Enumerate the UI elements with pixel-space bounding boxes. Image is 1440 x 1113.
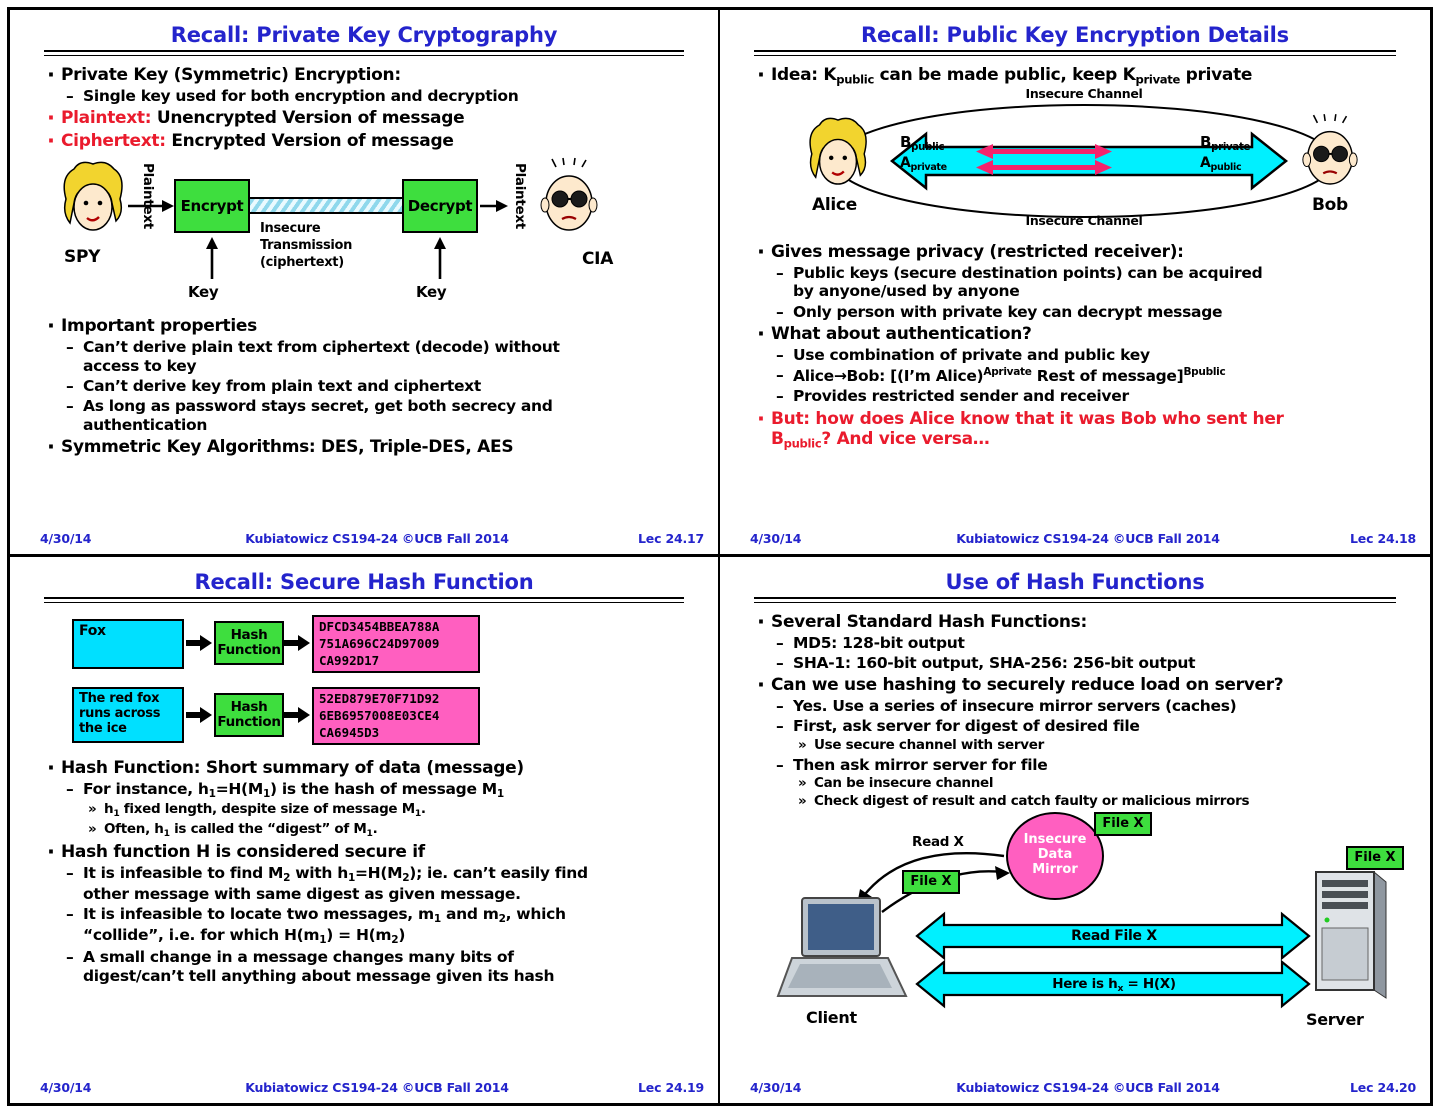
digest-line: CA992D17 (319, 653, 380, 668)
bullet-line: · Plaintext: Unencrypted Version of message (44, 108, 704, 128)
slide-title: Recall: Private Key Cryptography (170, 23, 558, 47)
slide-secure-hash-function (10, 557, 718, 1104)
digest-line: DFCD3454BBEA788A (319, 618, 440, 634)
alice-label: Alice (812, 195, 857, 216)
message-box-fox: Fox (72, 619, 184, 669)
bob-label: Bob (1312, 195, 1348, 216)
bullet-line: · Hash Function: Short summary of data (message) (44, 758, 704, 778)
bullet-line: · Symmetric Key Algorithms: DES, Triple-DES, AES (44, 437, 704, 457)
digest-line: 52ED879E70F71D92 (319, 690, 440, 706)
a-public-label: $A_{public}$ (1200, 155, 1242, 173)
digest-line: CA6945D3 (319, 725, 380, 740)
footer-lecture-number: Lec 24.17 (638, 530, 704, 546)
bullet-line: – MD5: 128-bit output (754, 634, 1416, 652)
bullet-line: · Private Key (Symmetric) Encryption: (44, 65, 704, 85)
a-private-label: $A_{private}$ (900, 155, 947, 173)
footer-course: Kubiatowicz CS194-24 ©UCB Fall 2014 (956, 530, 1220, 546)
bullet-line: – Then ask mirror server for file (754, 756, 1416, 774)
footer-lecture-number: Lec 24.18 (1350, 530, 1416, 546)
bullet-line: – For instance, $h_1=H(M_1)$ is the hash of message $M_1$ (44, 780, 704, 801)
spy-label: SPY (64, 247, 101, 268)
footer-lecture-number: Lec 24.20 (1350, 1080, 1416, 1095)
bullet-line: – SHA-1: 160-bit output, SHA-256: 256-bit output (754, 654, 1416, 672)
slide-footer (40, 531, 704, 546)
bullet-line: – First, ask server for digest of desired file (754, 717, 1416, 735)
file-x-box: File X (1094, 812, 1152, 836)
mirror-server-diagram (754, 812, 1416, 1057)
slide-footer (750, 531, 1416, 546)
bullet-line: · Hash function H is considered secure if (44, 842, 704, 862)
hash-function-box: Hash Function (214, 621, 284, 665)
client-laptop-icon (776, 896, 911, 1006)
footer-date: 4/30/14 (40, 1080, 92, 1095)
insecure-transmission-label: Insecure Transmission (ciphertext) (260, 221, 353, 271)
bullet-line: · Can we use hashing to securely reduce load on server? (754, 675, 1416, 695)
decrypt-box: Decrypt (402, 179, 478, 233)
slide-private-key-cryptography (10, 10, 718, 554)
bullet-line: · Gives message privacy (restricted receiver): (754, 242, 1416, 262)
slide-title: Recall: Public Key Encryption Details (861, 23, 1289, 47)
hash-function-diagram (44, 613, 704, 755)
here-is-hash-label: Here is $h_x = H(X)$ (1052, 975, 1176, 994)
footer-date: 4/30/14 (40, 530, 92, 546)
bullet-line: · Several Standard Hash Functions: (754, 612, 1416, 632)
symmetric-encryption-diagram (44, 155, 704, 313)
digest-line: 751A696C24D97009 (319, 635, 440, 651)
slide-title: Recall: Secure Hash Function (194, 569, 534, 594)
footer-date: 4/30/14 (750, 530, 802, 546)
bullet-line: » Often, $h_1$ is called the “digest” of $M_1$. (44, 822, 704, 840)
bullet-line: · Ciphertext: Encrypted Version of message (44, 131, 704, 151)
slide-use-of-hash-functions (720, 557, 1430, 1104)
file-x-box: File X (1346, 846, 1404, 870)
bullet-line: · But: how does Alice know that it was Bob who sent her $B_{public}$? And vice versa… (754, 409, 1314, 451)
bullet-line: – Can’t derive key from plain text and ciphertext (44, 377, 704, 395)
bullet-line: – Yes. Use a series of insecure mirror servers (caches) (754, 697, 1416, 715)
slide-public-key-encryption-details (720, 10, 1430, 554)
footer-lecture-number: Lec 24.19 (638, 1080, 704, 1095)
bullet-line: – As long as password stays secret, get both secrecy and authentication (44, 397, 584, 434)
bullet-line: · Important properties (44, 316, 704, 336)
slide-cell-private-key (10, 10, 720, 557)
digest-box (312, 687, 480, 745)
b-public-label: $B_{public}$ (900, 133, 945, 154)
spy-face-icon (60, 159, 126, 237)
footer-date: 4/30/14 (750, 1080, 802, 1095)
bullet-line: – It is infeasible to find $M_2$ with $h_1=H(M_2)$; ie. can’t easily find other message with same digest as given message. (44, 864, 604, 903)
footer-course: Kubiatowicz CS194-24 ©UCB Fall 2014 (956, 1080, 1220, 1095)
bob-face-icon (1298, 113, 1362, 191)
slide-title: Use of Hash Functions (945, 569, 1205, 594)
four-up-slide-sheet (7, 7, 1433, 1106)
footer-course: Kubiatowicz CS194-24 ©UCB Fall 2014 (245, 530, 509, 546)
bullet-line: » Can be insecure channel (754, 776, 1416, 792)
slide-cell-use-of-hash (720, 557, 1430, 1104)
insecure-transmission-pipe-icon (250, 197, 402, 214)
bullet-line: – Public keys (secure destination points) can be acquired by anyone/used by anyone (754, 264, 1274, 301)
file-x-box: File X (902, 870, 960, 894)
encrypt-box: Encrypt (174, 179, 250, 233)
public-key-exchange-diagram (754, 86, 1416, 239)
message-box-red-fox: The red fox runs across the ice (72, 687, 184, 743)
client-label: Client (806, 1007, 857, 1027)
digest-box (312, 615, 480, 673)
server-tower-icon (1310, 868, 1392, 1006)
plaintext-label-right: Plaintext (512, 163, 528, 230)
cia-face-icon (536, 157, 602, 237)
bullet-line: – Provides restricted sender and receiver (754, 387, 1416, 405)
bullet-line: – Use combination of private and public key (754, 346, 1416, 364)
server-label: Server (1306, 1009, 1364, 1029)
insecure-channel-label-top: Insecure Channel (1025, 86, 1143, 102)
footer-course: Kubiatowicz CS194-24 ©UCB Fall 2014 (245, 1080, 509, 1095)
bullet-line: – Can’t derive plain text from ciphertext (decode) without access to key (44, 338, 564, 375)
bullet-line: – A small change in a message changes many bits of digest/can’t tell anything about message given its hash (44, 948, 584, 985)
bullet-line: · What about authentication? (754, 324, 1416, 344)
bullet-line: · Idea: $K_{public}$ can be made public, keep $K_{private}$ private (754, 65, 1416, 87)
bullet-line: » Use secure channel with server (754, 738, 1416, 754)
plaintext-label-left: Plaintext (140, 163, 156, 230)
slide-cell-public-key (720, 10, 1430, 557)
b-private-label: $B_{private}$ (1200, 133, 1251, 154)
cia-label: CIA (582, 249, 614, 270)
bullet-line: » $h_1$ fixed length, despite size of message $M_1$. (44, 802, 704, 820)
alice-face-icon (806, 115, 870, 191)
insecure-channel-label-bottom: Insecure Channel (1025, 213, 1143, 229)
bullet-line: – Single key used for both encryption and decryption (44, 87, 704, 105)
read-x-label: Read X (912, 833, 964, 850)
bullet-line: – It is infeasible to locate two messages, $m_1$ and $m_2$, which “collide”, i.e. for which $H(m_1) = H(m_2)$ (44, 905, 604, 946)
hash-function-box: Hash Function (214, 693, 284, 737)
read-file-x-label: Read File X (1071, 927, 1157, 944)
slide-footer (750, 1080, 1416, 1095)
key-label-left: Key (188, 283, 219, 302)
insecure-data-mirror-node: Insecure Data Mirror (1006, 812, 1104, 900)
key-label-right: Key (416, 283, 447, 302)
bullet-line: – Alice→Bob: [(I’m Alice)$^{Aprivate}$ Rest of message]$^{Bpublic}$ (754, 366, 1416, 385)
digest-line: 6EB6957008E03CE4 (319, 707, 440, 723)
slide-cell-secure-hash (10, 557, 720, 1104)
bullet-line: » Check digest of result and catch faulty or malicious mirrors (754, 794, 1416, 810)
slide-footer (40, 1080, 704, 1095)
bullet-line: – Only person with private key can decrypt message (754, 303, 1416, 321)
